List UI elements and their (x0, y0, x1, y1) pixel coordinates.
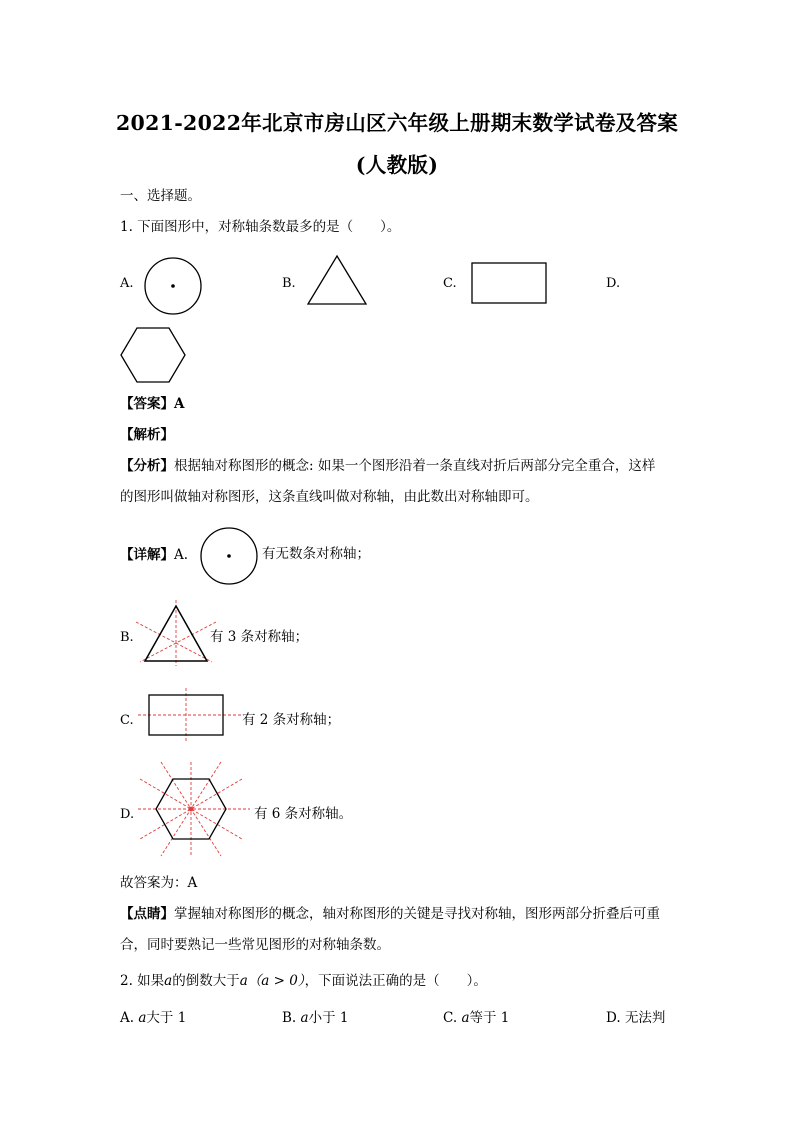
q2-stem (120, 972, 487, 990)
q2-option-a-var: a (138, 1010, 147, 1026)
q2-option-d-text: 无法判 (624, 1010, 666, 1026)
detail-tag: 【详解】 (120, 547, 174, 563)
fenxi-tag: 【分析】 (120, 458, 174, 474)
q1-detail-a-prefix (120, 546, 188, 564)
doc-title-line1: 2021-2022年北京市房山区六年级上册期末数学试卷及答案 (115, 111, 679, 135)
detail-d-letter: D. (120, 807, 135, 822)
q1-option-a-label: A. (120, 276, 134, 291)
q1-option-c-label: C. (443, 276, 457, 291)
q2-option-c-letter: C. (443, 1010, 458, 1026)
q1-fenxi-line1 (120, 457, 655, 475)
q2-stem-expr: a（a > 0） (239, 973, 305, 989)
q1-answer: 【答案】A (120, 396, 185, 412)
q2-option-c (443, 1010, 509, 1026)
q2-stem-var: a (164, 973, 173, 989)
q2-option-a-text: 大于 1 (146, 1010, 187, 1026)
q1-option-b-label: B. (282, 276, 296, 291)
q2-stem-b: 的倒数大于 (172, 973, 240, 989)
fenxi-text1: 根据轴对称图形的概念: 如果一个图形沿着一条直线对折后两部分完全重合，这样 (174, 458, 656, 474)
q1-analysis-label: 【解析】 (120, 427, 174, 443)
q2-option-b-text: 小于 1 (308, 1010, 349, 1026)
q1-option-a-circle (140, 254, 206, 320)
q1-fenxi-line2: 的图形叫做轴对称图形，这条直线叫做对称轴，由此数出对称轴即可。 (120, 489, 539, 505)
detail-c-text: 有 2 条对称轴； (242, 712, 341, 728)
doc-title-line2: (人教版) (355, 153, 439, 177)
detail-b-text: 有 3 条对称轴； (210, 629, 309, 645)
q1-dianjing-line2: 合，同时要熟记一些常见图形的对称轴条数。 (120, 937, 390, 953)
q1-option-c-rectangle (470, 261, 550, 305)
q1-dianjing-line1 (120, 905, 660, 923)
q2-option-b (282, 1010, 348, 1026)
q2-option-c-var: a (461, 1010, 470, 1026)
q2-stem-a: 2. 如果 (120, 973, 165, 989)
q1-stem: 1. 下面图形中，对称轴条数最多的是（ ）。 (120, 219, 401, 235)
detail-c-letter: C. (120, 713, 134, 728)
section-heading: 一、选择题。 (120, 188, 201, 204)
q2-stem-c: ，下面说法正确的是（ ）。 (304, 973, 487, 989)
detail-b-triangle-axes (134, 600, 218, 666)
detail-b-letter: B. (120, 630, 134, 645)
detail-c-rectangle-axes (138, 688, 244, 742)
detail-a-circle (196, 525, 262, 589)
q2-option-d (606, 1010, 665, 1026)
q2-option-d-letter: D. (606, 1010, 621, 1026)
detail-a-letter: A. (174, 547, 189, 563)
q2-option-c-text: 等于 1 (469, 1010, 510, 1026)
detail-d-text: 有 6 条对称轴。 (254, 806, 353, 822)
detail-a-text: 有无数条对称轴； (262, 546, 370, 562)
q1-option-d-label: D. (606, 276, 621, 291)
q1-option-d-hexagon (118, 325, 190, 387)
dianjing-text1: 掌握轴对称图形的概念，轴对称图形的关键是寻找对称轴，图形两部分折叠后可重 (174, 906, 660, 922)
q1-option-b-triangle (305, 253, 371, 309)
q2-option-a (120, 1010, 186, 1026)
q2-option-a-letter: A. (120, 1010, 135, 1026)
q2-option-b-var: a (300, 1010, 309, 1026)
detail-d-hexagon-axes (138, 762, 258, 858)
q2-option-b-letter: B. (282, 1010, 297, 1026)
q1-final-answer: 故答案为：A (120, 875, 198, 891)
dianjing-tag: 【点睛】 (120, 906, 174, 922)
